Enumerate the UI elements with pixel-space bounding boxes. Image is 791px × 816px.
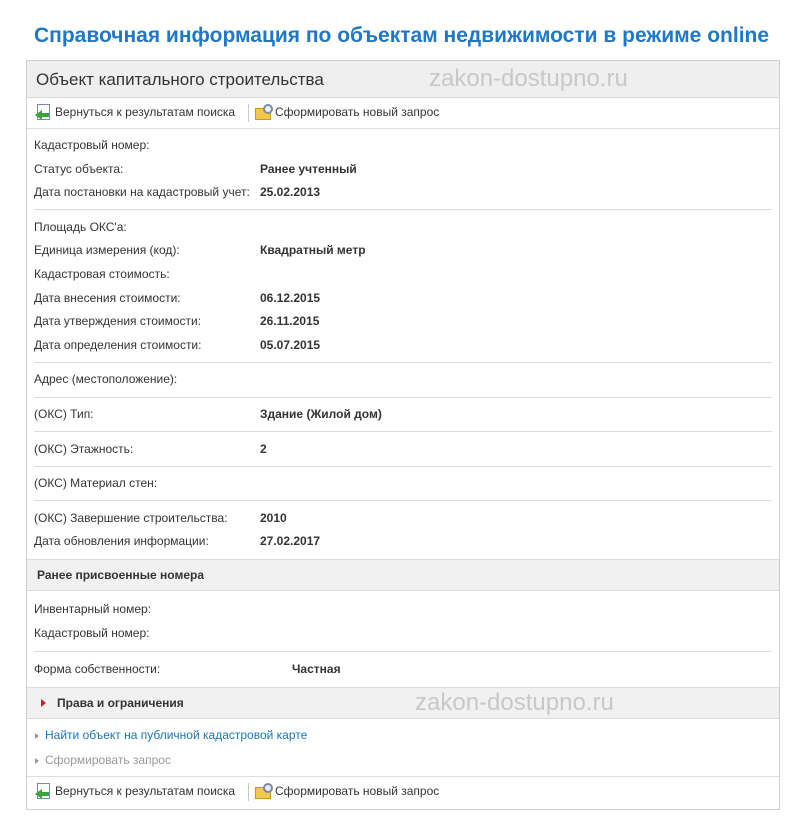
toolbar-divider (248, 783, 249, 801)
field-value: Квадратный метр (260, 243, 366, 257)
field-label: Кадастровый номер: (34, 626, 150, 640)
field-label: Адрес (местоположение): (34, 372, 178, 386)
field-label: (ОКС) Завершение строительства: (34, 511, 228, 525)
new-query-button[interactable] (255, 783, 439, 799)
chevron-right-icon (35, 733, 39, 739)
back-to-results-button[interactable] (35, 104, 235, 120)
divider (34, 397, 772, 398)
field-label: (ОКС) Этажность: (34, 442, 134, 456)
field-value: 27.02.2017 (260, 534, 321, 548)
divider (34, 209, 772, 210)
field-label: Кадастровый номер: (34, 138, 150, 152)
field-value: Ранее учтенный (260, 162, 357, 176)
object-panel (26, 60, 780, 810)
make-request-link (35, 753, 171, 767)
public-map-link[interactable] (35, 728, 307, 742)
field-label: Площадь ОКС'а: (34, 220, 127, 234)
field-label: Дата утверждения стоимости: (34, 314, 202, 328)
field-value: 2 (260, 442, 267, 456)
new-query-label: Сформировать новый запрос (275, 105, 440, 119)
panel-header (27, 61, 779, 98)
new-query-button[interactable] (255, 104, 439, 120)
toolbar-divider (248, 104, 249, 122)
field-label: Дата постановки на кадастровый учет: (34, 185, 250, 199)
watermark: zakon-dostupno.ru (429, 65, 628, 92)
divider (34, 651, 772, 652)
field-label: Кадастровая стоимость: (34, 267, 170, 281)
field-value: 25.02.2013 (260, 185, 321, 199)
back-to-results-label: Вернуться к результатам поиска (55, 784, 236, 798)
panel-title: Объект капитального строительства (36, 70, 324, 89)
field-value: 26.11.2015 (260, 314, 320, 328)
back-to-results-label: Вернуться к результатам поиска (55, 105, 236, 119)
field-label: Форма собственности: (34, 662, 161, 676)
new-query-icon (255, 104, 271, 120)
divider (34, 500, 772, 501)
new-query-label: Сформировать новый запрос (275, 784, 440, 798)
previous-numbers-heading: Ранее присвоенные номера (37, 568, 205, 582)
watermark: zakon-dostupno.ru (415, 689, 614, 716)
previous-numbers-header (27, 559, 779, 591)
field-label: Дата обновления информации: (34, 534, 209, 548)
back-to-results-button[interactable] (35, 783, 235, 799)
field-label: Инвентарный номер: (34, 602, 152, 616)
field-label: (ОКС) Тип: (34, 407, 94, 421)
rights-toggle[interactable] (27, 687, 779, 719)
divider (34, 431, 772, 432)
field-value: 06.12.2015 (260, 291, 321, 305)
field-label: (ОКС) Материал стен: (34, 476, 158, 490)
page-title: Справочная информация по объектам недвижимости в режиме online (34, 24, 770, 47)
field-label: Дата внесения стоимости: (34, 291, 181, 305)
divider (34, 466, 772, 467)
field-value: Частная (292, 662, 341, 676)
back-arrow-icon (35, 783, 51, 799)
chevron-right-icon (35, 758, 39, 764)
top-toolbar (27, 98, 779, 129)
field-value: 05.07.2015 (260, 338, 321, 352)
public-map-link-label: Найти объект на публичной кадастровой карте (45, 728, 308, 742)
make-request-link-label: Сформировать запрос (45, 753, 171, 767)
new-query-icon (255, 783, 271, 799)
field-label: Статус объекта: (34, 162, 124, 176)
divider (34, 362, 772, 363)
back-arrow-icon (35, 104, 51, 120)
field-label: Единица измерения (код): (34, 243, 180, 257)
expand-triangle-icon (41, 699, 46, 707)
field-label: Дата определения стоимости: (34, 338, 202, 352)
field-value: Здание (Жилой дом) (260, 407, 382, 421)
field-value: 2010 (260, 511, 287, 525)
rights-label: Права и ограничения (57, 696, 184, 710)
bottom-toolbar (27, 776, 779, 807)
